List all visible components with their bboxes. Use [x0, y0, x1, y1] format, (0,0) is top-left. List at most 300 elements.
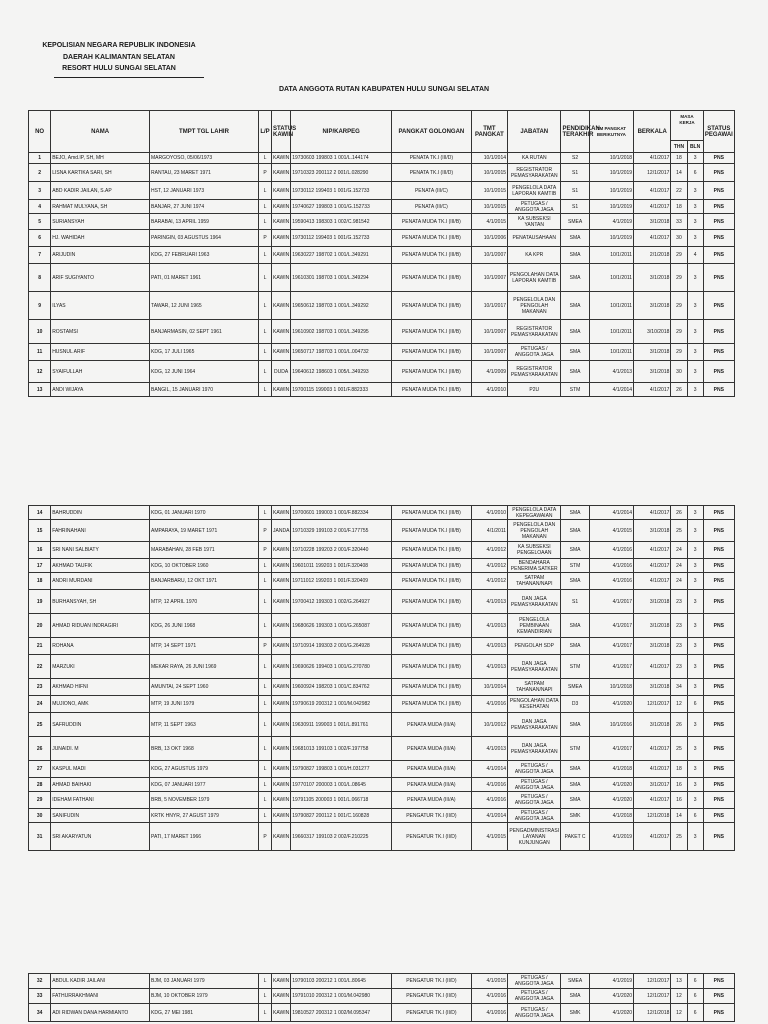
row-berkala: 4/1/2017 — [634, 506, 671, 520]
row-masa-kerja-thn: 29 — [671, 264, 687, 292]
row-berkala: 12/1/2017 — [634, 989, 671, 1004]
row-jabatan: PENGOLAH SDP — [508, 638, 561, 655]
row-pendidikan: SMA — [561, 614, 589, 638]
row-lp: P — [258, 823, 271, 851]
table-row — [29, 344, 735, 361]
row-nip: 19790827 200112 1 001/C.160828 — [291, 809, 392, 823]
row-jabatan: PETUGAS / ANGGOTA JAGA — [508, 761, 561, 778]
row-nama: AKHMAD TAUFIK — [51, 559, 150, 573]
row-lp: L — [258, 383, 271, 397]
row-tmpt-tgl-lahir: MTP, 12 APRIL 1970 — [150, 590, 259, 614]
row-status-kawin: JANDA — [272, 520, 291, 542]
row-lp: L — [258, 182, 271, 200]
row-masa-kerja-thn: 24 — [671, 542, 687, 559]
row-masa-kerja-thn: 34 — [671, 679, 687, 696]
row-nama: ANDI WIJAYA — [51, 383, 150, 397]
table-row — [29, 230, 735, 247]
row-pangkat: PENATA MUDA TK.I (III/B) — [392, 638, 472, 655]
row-status-kawin: KAWIN — [272, 164, 291, 182]
row-jabatan: DAN JAGA PEMASYARAKATAN — [508, 713, 561, 737]
row-pangkat: PENATA MUDA TK.I (III/B) — [392, 214, 472, 230]
row-lp: L — [258, 737, 271, 761]
row-lp: L — [258, 778, 271, 792]
table-row — [29, 655, 735, 679]
row-no: 10 — [29, 320, 51, 344]
row-tmt: 10/1/2015 — [471, 164, 507, 182]
row-lp: P — [258, 164, 271, 182]
letterhead-line-2: DAERAH KALIMANTAN SELATAN — [63, 53, 175, 61]
row-jabatan: PETUGAS / ANGGOTA JAGA — [508, 344, 561, 361]
row-nip: 19601011 199203 1 001/F.320408 — [291, 559, 392, 573]
col-header-nip: NIP/KARPEG — [291, 111, 392, 153]
row-tmt: 4/1/2013 — [471, 737, 507, 761]
row-no: 7 — [29, 247, 51, 264]
row-pangkat: PENATA MUDA TK.I (III/B) — [392, 614, 472, 638]
row-lp: L — [258, 559, 271, 573]
table-row — [29, 590, 735, 614]
table-row — [29, 1004, 735, 1022]
row-tmt: 4/1/2012 — [471, 559, 507, 573]
roster-table-section-3 — [28, 973, 735, 1022]
row-status-kawin: DUDA — [272, 361, 291, 383]
row-nip: 19710323 200112 2 001/L.028290 — [291, 164, 392, 182]
row-nip: 19790103 200212 1 001/L.80645 — [291, 974, 392, 989]
row-berkala: 12/1/2018 — [634, 1004, 671, 1022]
row-tmt: 4/1/2013 — [471, 655, 507, 679]
row-pendidikan: SMA — [561, 506, 589, 520]
row-tmpt-tgl-lahir: MTP, 19 JUNI 1979 — [150, 696, 259, 713]
row-berkala: 12/1/2017 — [634, 164, 671, 182]
row-nip: 19590413 198303 1 002/C.981542 — [291, 214, 392, 230]
row-status-pegawai: PNS — [703, 520, 734, 542]
row-nip: 19711012 199203 1 001/F.320409 — [291, 573, 392, 590]
row-status-kawin: KAWIN — [272, 974, 291, 989]
row-nip: 19640612 198603 1 005/L.349293 — [291, 361, 392, 383]
row-pangkat: PENATA MUDA TK.I (III/B) — [392, 361, 472, 383]
row-lp: L — [258, 974, 271, 989]
row-tmt: 4/1/2016 — [471, 989, 507, 1004]
row-status-pegawai: PNS — [703, 230, 734, 247]
table-row — [29, 713, 735, 737]
row-masa-kerja-bln: 6 — [687, 974, 703, 989]
document-title: DATA ANGGOTA RUTAN KABUPATEN HULU SUNGAI SELATAN — [278, 86, 490, 93]
row-status-pegawai: PNS — [703, 696, 734, 713]
row-status-pegawai: PNS — [703, 506, 734, 520]
row-pendidikan: SMA — [561, 264, 589, 292]
row-pangkat: PENATA MUDA TK.I (III/B) — [392, 590, 472, 614]
row-status-pegawai: PNS — [703, 320, 734, 344]
row-status-pegawai: PNS — [703, 713, 734, 737]
row-jabatan: KA RUTAN — [508, 153, 561, 164]
row-jabatan: PENGELOLA DAN PENGOLAH MAKANAN — [508, 520, 561, 542]
row-tm-pangkat: 4/1/2020 — [589, 778, 633, 792]
row-tm-pangkat: 4/1/2013 — [589, 361, 633, 383]
row-pendidikan: SMEA — [561, 679, 589, 696]
col-header-pangkat: PANGKAT GOLONGAN — [392, 111, 472, 153]
row-berkala: 3/1/2017 — [634, 778, 671, 792]
row-jabatan: SATPAM TAHANAN/NAPI — [508, 679, 561, 696]
row-tm-pangkat: 4/1/2017 — [589, 655, 633, 679]
row-nip: 19600924 198203 1 001/C.834762 — [291, 679, 392, 696]
table-row — [29, 361, 735, 383]
row-berkala: 4/1/2017 — [634, 230, 671, 247]
row-pendidikan: SMA — [561, 520, 589, 542]
row-masa-kerja-bln: 6 — [687, 989, 703, 1004]
row-masa-kerja-thn: 23 — [671, 590, 687, 614]
row-status-pegawai: PNS — [703, 292, 734, 320]
row-masa-kerja-thn: 23 — [671, 614, 687, 638]
row-jabatan: PENGELOLA DAN PENGOLAH MAKANAN — [508, 292, 561, 320]
row-pangkat: PENATA MUDA TK.I (III/B) — [392, 506, 472, 520]
row-lp: L — [258, 153, 271, 164]
row-nip: 19791105 200003 1 001/L.066718 — [291, 792, 392, 809]
row-pangkat: PENATA MUDA (III/A) — [392, 737, 472, 761]
row-masa-kerja-thn: 25 — [671, 737, 687, 761]
table-row — [29, 974, 735, 989]
row-masa-kerja-thn: 26 — [671, 506, 687, 520]
col-header-status-kawin: STATUS KAWIN — [272, 111, 291, 153]
row-pangkat: PENGATUR TK.I (II/D) — [392, 974, 472, 989]
row-jabatan: REGISTRATOR PEMASYARAKATAN — [508, 164, 561, 182]
row-nip: 19650717 198703 1 001/L.004732 — [291, 344, 392, 361]
row-jabatan: KA SUBSEKSI PENGELOAAN — [508, 542, 561, 559]
row-tmt: 10/1/2007 — [471, 264, 507, 292]
row-masa-kerja-bln: 3 — [687, 559, 703, 573]
row-no: 15 — [29, 520, 51, 542]
row-masa-kerja-bln: 3 — [687, 590, 703, 614]
col-header-tmt: TMT PANGKAT — [471, 111, 507, 153]
row-tmt: 4/1/2016 — [471, 696, 507, 713]
col-header-lp: L/P — [258, 111, 271, 153]
row-nip: 19730112 199403 1 001/G.152733 — [291, 230, 392, 247]
row-masa-kerja-thn: 29 — [671, 247, 687, 264]
row-tm-pangkat: 4/1/2020 — [589, 1004, 633, 1022]
row-tmpt-tgl-lahir: BRB, 13 OKT 1968 — [150, 737, 259, 761]
row-masa-kerja-thn: 13 — [671, 974, 687, 989]
table-row — [29, 761, 735, 778]
col-header-tmpt-tgl-lahir: TMPT TGL LAHIR — [150, 111, 259, 153]
row-pangkat: PENATA MUDA TK.I (III/B) — [392, 520, 472, 542]
row-nama: FAHRINAHANI — [51, 520, 150, 542]
row-status-kawin: KAWIN — [272, 696, 291, 713]
row-status-kawin: KAWIN — [272, 679, 291, 696]
row-tm-pangkat: 4/1/2017 — [589, 614, 633, 638]
row-status-pegawai: PNS — [703, 383, 734, 397]
row-nip: 19710914 199303 2 001/G.264928 — [291, 638, 392, 655]
row-tmt: 4/1/2015 — [471, 974, 507, 989]
row-masa-kerja-thn: 14 — [671, 164, 687, 182]
row-jabatan: REGISTRATOR PEMASYARAKATAN — [508, 320, 561, 344]
row-status-kawin: KAWIN — [272, 383, 291, 397]
row-jabatan: DAN JAGA PEMASYARAKATAN — [508, 590, 561, 614]
row-tmt: 10/1/2014 — [471, 679, 507, 696]
row-tmt: 10/1/2015 — [471, 182, 507, 200]
row-nip: 19810527 200312 1 002/M.095347 — [291, 1004, 392, 1022]
row-lp: L — [258, 506, 271, 520]
row-lp: L — [258, 361, 271, 383]
row-pendidikan: SMA — [561, 230, 589, 247]
row-tm-pangkat: 4/1/2016 — [589, 573, 633, 590]
row-berkala: 2/1/2018 — [634, 247, 671, 264]
row-tmpt-tgl-lahir: KDG, 27 AGUSTUS 1979 — [150, 761, 259, 778]
table-row — [29, 520, 735, 542]
row-tmpt-tgl-lahir: PATI, 01 MARET 1961 — [150, 264, 259, 292]
row-status-kawin: KAWIN — [272, 292, 291, 320]
letterhead-line-1: KEPOLISIAN NEGARA REPUBLIK INDONESIA — [42, 42, 196, 49]
row-tmt: 10/1/2007 — [471, 247, 507, 264]
row-lp: L — [258, 679, 271, 696]
row-masa-kerja-thn: 14 — [671, 809, 687, 823]
row-no: 5 — [29, 214, 51, 230]
row-tmpt-tgl-lahir: KDG, 26 JUNI 1968 — [150, 614, 259, 638]
row-masa-kerja-bln: 3 — [687, 182, 703, 200]
table-row — [29, 164, 735, 182]
row-status-pegawai: PNS — [703, 737, 734, 761]
row-berkala: 3/1/2018 — [634, 361, 671, 383]
row-pangkat: PENATA MUDA TK.I (III/B) — [392, 264, 472, 292]
row-tmpt-tgl-lahir: KDG, 10 OKTOBER 1960 — [150, 559, 259, 573]
row-masa-kerja-bln: 3 — [687, 573, 703, 590]
row-no: 12 — [29, 361, 51, 383]
row-tmt: 4/1/2016 — [471, 778, 507, 792]
row-pangkat: PENATA MUDA (III/A) — [392, 761, 472, 778]
row-status-pegawai: PNS — [703, 679, 734, 696]
row-status-kawin: KAWIN — [272, 559, 291, 573]
row-no: 28 — [29, 778, 51, 792]
row-masa-kerja-thn: 16 — [671, 792, 687, 809]
row-status-kawin: KAWIN — [272, 792, 291, 809]
row-status-pegawai: PNS — [703, 778, 734, 792]
row-tm-pangkat: 10/1/2011 — [589, 247, 633, 264]
row-pangkat: PENATA MUDA (III/A) — [392, 792, 472, 809]
row-masa-kerja-bln: 3 — [687, 614, 703, 638]
row-no: 34 — [29, 1004, 51, 1022]
row-jabatan: PENGOLAHAN DATA KESEHATAN — [508, 696, 561, 713]
row-no: 33 — [29, 989, 51, 1004]
row-status-pegawai: PNS — [703, 1004, 734, 1022]
row-pangkat: PENATA MUDA TK.I (III/B) — [392, 559, 472, 573]
row-tm-pangkat: 10/1/2011 — [589, 264, 633, 292]
row-status-kawin: KAWIN — [272, 214, 291, 230]
col-header-berkala: BERKALA — [634, 111, 671, 153]
row-tmpt-tgl-lahir: BANJARMASIN, 02 SEPT 1961 — [150, 320, 259, 344]
row-status-kawin: KAWIN — [272, 230, 291, 247]
row-nama: AHMAD BAIHAKI — [51, 778, 150, 792]
row-nip: 19680626 199303 1 001/G.265087 — [291, 614, 392, 638]
row-masa-kerja-bln: 6 — [687, 1004, 703, 1022]
row-status-pegawai: PNS — [703, 559, 734, 573]
row-no: 11 — [29, 344, 51, 361]
row-nama: SYAIFULLAH — [51, 361, 150, 383]
row-pendidikan: S1 — [561, 164, 589, 182]
row-status-pegawai: PNS — [703, 214, 734, 230]
row-no: 17 — [29, 559, 51, 573]
row-nama: HJ. WAHIDAH — [51, 230, 150, 247]
row-lp: L — [258, 1004, 271, 1022]
row-no: 19 — [29, 590, 51, 614]
row-no: 32 — [29, 974, 51, 989]
row-masa-kerja-bln: 3 — [687, 778, 703, 792]
row-berkala: 12/1/2017 — [634, 696, 671, 713]
row-status-kawin: KAWIN — [272, 182, 291, 200]
row-status-pegawai: PNS — [703, 264, 734, 292]
table-row — [29, 542, 735, 559]
row-pendidikan: SMA — [561, 344, 589, 361]
row-tmt: 4/1/2015 — [471, 214, 507, 230]
row-masa-kerja-bln: 3 — [687, 542, 703, 559]
row-tm-pangkat: 10/1/2019 — [589, 200, 633, 214]
row-tmpt-tgl-lahir: BJM, 03 JANUARI 1979 — [150, 974, 259, 989]
table-row — [29, 559, 735, 573]
row-no: 4 — [29, 200, 51, 214]
row-no: 14 — [29, 506, 51, 520]
row-tm-pangkat: 10/1/2016 — [589, 713, 633, 737]
row-pangkat: PENATA MUDA (III/A) — [392, 713, 472, 737]
row-masa-kerja-bln: 3 — [687, 655, 703, 679]
row-nip: 19700601 199003 1 001/F.882334 — [291, 506, 392, 520]
row-lp: L — [258, 264, 271, 292]
row-pendidikan: SMA — [561, 638, 589, 655]
row-tmpt-tgl-lahir: AMUNTAI, 24 SEPT 1960 — [150, 679, 259, 696]
row-nama: MARZUKI — [51, 655, 150, 679]
row-jabatan: PETUGAS / ANGGOTA JAGA — [508, 778, 561, 792]
row-no: 1 — [29, 153, 51, 164]
row-nip: 19730112 199403 1 001/G.152733 — [291, 182, 392, 200]
row-nama: FATHURRAKHMANI — [51, 989, 150, 1004]
row-pangkat: PENATA MUDA TK.I (III/B) — [392, 655, 472, 679]
row-jabatan: DAN JAGA PEMASYARAKATAN — [508, 737, 561, 761]
row-tm-pangkat: 4/1/2019 — [589, 823, 633, 851]
row-tm-pangkat: 4/1/2020 — [589, 989, 633, 1004]
row-no: 22 — [29, 655, 51, 679]
row-nama: ARIF SUGIYANTO — [51, 264, 150, 292]
row-masa-kerja-thn: 33 — [671, 214, 687, 230]
row-pangkat: PENGATUR TK.I (II/D) — [392, 823, 472, 851]
row-tmpt-tgl-lahir: MTP, 14 SEPT 1971 — [150, 638, 259, 655]
row-pendidikan: SMA — [561, 247, 589, 264]
row-nama: JUNAIDI. M — [51, 737, 150, 761]
row-tm-pangkat: 4/1/2020 — [589, 696, 633, 713]
row-status-kawin: KAWIN — [272, 247, 291, 264]
row-pangkat: PENATA MUDA TK.I (III/B) — [392, 320, 472, 344]
row-masa-kerja-bln: 3 — [687, 200, 703, 214]
row-nama: MUJIONO, AMK — [51, 696, 150, 713]
row-pendidikan: STM — [561, 655, 589, 679]
row-berkala: 4/1/2017 — [634, 383, 671, 397]
row-tm-pangkat: 10/1/2011 — [589, 320, 633, 344]
row-status-kawin: KAWIN — [272, 989, 291, 1004]
row-nip: 19740627 199803 1 001/G.152733 — [291, 200, 392, 214]
row-masa-kerja-bln: 3 — [687, 264, 703, 292]
table-row — [29, 383, 735, 397]
row-status-pegawai: PNS — [703, 182, 734, 200]
row-masa-kerja-thn: 29 — [671, 320, 687, 344]
table-row — [29, 679, 735, 696]
col-header-bln: BLN — [687, 141, 703, 153]
row-tm-pangkat: 4/1/2016 — [589, 559, 633, 573]
row-masa-kerja-thn: 22 — [671, 182, 687, 200]
row-jabatan: DAN JAGA PEMASYARAKATAN — [508, 655, 561, 679]
row-tmt: 4/1/2010 — [471, 506, 507, 520]
row-tmt: 4/1/2016 — [471, 792, 507, 809]
row-masa-kerja-thn: 18 — [671, 761, 687, 778]
row-jabatan: PETUGAS / ANGGOTA JAGA — [508, 1004, 561, 1022]
row-nip: 19770107 200003 1 001/L.08645 — [291, 778, 392, 792]
row-tmpt-tgl-lahir: HST, 12 JANUARI 1973 — [150, 182, 259, 200]
row-pendidikan: PAKET C — [561, 823, 589, 851]
letterhead — [34, 40, 204, 78]
row-status-pegawai: PNS — [703, 809, 734, 823]
row-status-kawin: KAWIN — [272, 655, 291, 679]
row-tmpt-tgl-lahir: MARABAHAN, 28 FEB 1971 — [150, 542, 259, 559]
row-tm-pangkat: 4/1/2016 — [589, 542, 633, 559]
row-berkala: 4/1/2017 — [634, 200, 671, 214]
row-lp: L — [258, 809, 271, 823]
table-row — [29, 214, 735, 230]
row-tm-pangkat: 4/1/2019 — [589, 214, 633, 230]
row-tmt: 10/1/2012 — [471, 713, 507, 737]
row-no: 29 — [29, 792, 51, 809]
row-status-kawin: KAWIN — [272, 590, 291, 614]
row-masa-kerja-thn: 24 — [671, 573, 687, 590]
row-tm-pangkat: 4/1/2014 — [589, 506, 633, 520]
row-pangkat: PENATA TK.I (III/D) — [392, 153, 472, 164]
row-lp: L — [258, 590, 271, 614]
row-no: 24 — [29, 696, 51, 713]
row-status-kawin: KAWIN — [272, 761, 291, 778]
row-jabatan: PETUGAS / ANGGOTA JAGA — [508, 200, 561, 214]
row-status-kawin: KAWIN — [272, 344, 291, 361]
row-nama: IDEHAM FATHANI — [51, 792, 150, 809]
row-tm-pangkat: 4/1/2018 — [589, 809, 633, 823]
row-masa-kerja-thn: 29 — [671, 292, 687, 320]
row-pendidikan: STM — [561, 383, 589, 397]
row-nama: SANIFUDIN — [51, 809, 150, 823]
row-status-kawin: KAWIN — [272, 320, 291, 344]
col-header-nama: NAMA — [51, 111, 150, 153]
row-berkala: 3/10/2018 — [634, 320, 671, 344]
table-row — [29, 614, 735, 638]
row-tmpt-tgl-lahir: RANTAU, 23 MARET 1971 — [150, 164, 259, 182]
row-tmpt-tgl-lahir: MTP, 11 SEPT 1963 — [150, 713, 259, 737]
row-masa-kerja-bln: 3 — [687, 792, 703, 809]
row-nip: 19700412 199303 1 002/G.264927 — [291, 590, 392, 614]
row-no: 26 — [29, 737, 51, 761]
row-nip: 19790827 199803 1 001/H.031277 — [291, 761, 392, 778]
row-tmpt-tgl-lahir: KDG, 12 JUNI 1964 — [150, 361, 259, 383]
row-lp: L — [258, 655, 271, 679]
row-pendidikan: SMEA — [561, 214, 589, 230]
row-status-pegawai: PNS — [703, 153, 734, 164]
row-masa-kerja-thn: 23 — [671, 655, 687, 679]
row-nip: 19630911 199003 1 001/L.891761 — [291, 713, 392, 737]
row-lp: P — [258, 638, 271, 655]
row-status-kawin: KAWIN — [272, 713, 291, 737]
row-lp: L — [258, 696, 271, 713]
row-tm-pangkat: 4/1/2020 — [589, 792, 633, 809]
row-berkala: 4/1/2017 — [634, 737, 671, 761]
row-nip: 19710228 199203 2 001/F.320440 — [291, 542, 392, 559]
row-masa-kerja-thn: 24 — [671, 559, 687, 573]
row-pendidikan: STM — [561, 737, 589, 761]
row-pangkat: PENATA MUDA (III/A) — [392, 778, 472, 792]
col-header-no: NO — [29, 111, 51, 153]
row-nip: 19730603 199803 1 001/L.144174 — [291, 153, 392, 164]
row-lp: L — [258, 247, 271, 264]
row-jabatan: SATPAM TAHANAN/NAPI — [508, 573, 561, 590]
row-nama: SURIANSYAH — [51, 214, 150, 230]
col-header-pendidikan: PENDIDIKAN TERAKHIR — [561, 111, 589, 153]
